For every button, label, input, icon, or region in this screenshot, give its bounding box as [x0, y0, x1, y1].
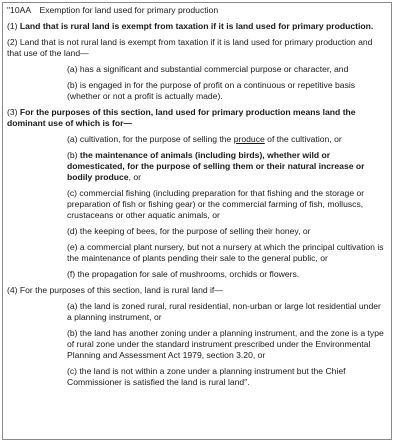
paragraph-3f — [67, 269, 385, 280]
paragraph-3c — [67, 188, 385, 221]
paragraph-label: (e) — [67, 242, 78, 252]
paragraph-3d — [67, 226, 385, 237]
subsection-3-text: For the purposes of this section, land used for primary production means land the dominant use of which is for— — [7, 107, 356, 128]
underlined-word: produce — [233, 134, 265, 144]
paragraph-text: the keeping of bees, for the purpose of selling their honey, or — [79, 226, 311, 236]
paragraph-4a — [67, 301, 385, 323]
paragraph-text-bold: the maintenance of animals (including birds), whether wild or domesticated, for the purpose of selling them or their natural increase or bodily produce — [67, 150, 365, 182]
paragraph-4c — [67, 366, 385, 388]
subsection-1 — [7, 21, 385, 32]
paragraph-label: (f) — [67, 269, 76, 279]
paragraph-text: the propagation for sale of mushrooms, orchids or flowers. — [77, 269, 300, 279]
paragraph-3a — [67, 134, 385, 145]
paragraph-label: (a) — [67, 64, 78, 74]
paragraph-label: (a) — [67, 134, 78, 144]
paragraph-text-end: , or — [128, 172, 142, 182]
paragraph-text: the land is not within a zone under a planning instrument but the Chief Commissioner is satisfied the land is rural land". — [67, 366, 346, 387]
paragraph-text: cultivation, for the purpose of selling the — [79, 134, 234, 144]
legislation-excerpt — [2, 2, 392, 440]
subsection-1-text: Land that is rural land is exempt from taxation if it is land used for primary production. — [19, 21, 374, 31]
subsection-4-number: (4) — [7, 285, 18, 295]
paragraph-text-end: of the cultivation, or — [264, 134, 342, 144]
paragraph-text: the land is zoned rural, rural residential, non-urban or large lot residential under a planning instrument, or — [67, 301, 381, 322]
paragraph-3b — [67, 150, 385, 183]
paragraph-label: (c) — [67, 188, 78, 198]
paragraph-2a — [67, 64, 385, 75]
subsection-2 — [7, 37, 385, 59]
paragraph-text: the land has another zoning under a planning instrument, and the zone is a type of rural zone under the standard instrument prescribed under the Environmental Planning and Assessment Act 1979, section 3.20, or — [67, 328, 384, 360]
section-title: Exemption for land used for primary production — [39, 5, 219, 15]
paragraph-label: (b) — [67, 150, 78, 160]
subsection-2-number: (2) — [7, 37, 18, 47]
section-heading — [7, 5, 385, 16]
subsection-3 — [7, 107, 385, 129]
paragraph-label: (a) — [67, 301, 78, 311]
paragraph-text: commercial fishing (including preparation for that fishing and the storage or preparation of fish or fishing gear) or the commercial farming of fish, molluscs, crustaceans or other aquatic animals, or — [67, 188, 365, 220]
paragraph-text: is engaged in for the purpose of profit on a continuous or repetitive basis (whether or not a profit is actually made). — [67, 80, 356, 101]
subsection-1-number: (1) — [7, 21, 18, 31]
paragraph-2b — [67, 80, 385, 102]
paragraph-label: (b) — [67, 328, 78, 338]
paragraph-3e — [67, 242, 385, 264]
subsection-4 — [7, 285, 385, 296]
subsection-4-text: For the purposes of this section, land is rural land if— — [19, 285, 223, 295]
subsection-3-number: (3) — [7, 107, 18, 117]
paragraph-4b — [67, 328, 385, 361]
subsection-2-text: Land that is not rural land is exempt from taxation if it is land used for primary production and that use of the land— — [7, 37, 373, 58]
paragraph-label: (d) — [67, 226, 78, 236]
paragraph-label: (c) — [67, 366, 78, 376]
paragraph-text: a commercial plant nursery, but not a nursery at which the principal cultivation is the maintenance of plants pending their sale to the general public, or — [67, 242, 384, 263]
section-number: "10AA — [7, 5, 32, 15]
paragraph-label: (b) — [67, 80, 78, 90]
paragraph-text: has a significant and substantial commercial purpose or character, and — [79, 64, 349, 74]
